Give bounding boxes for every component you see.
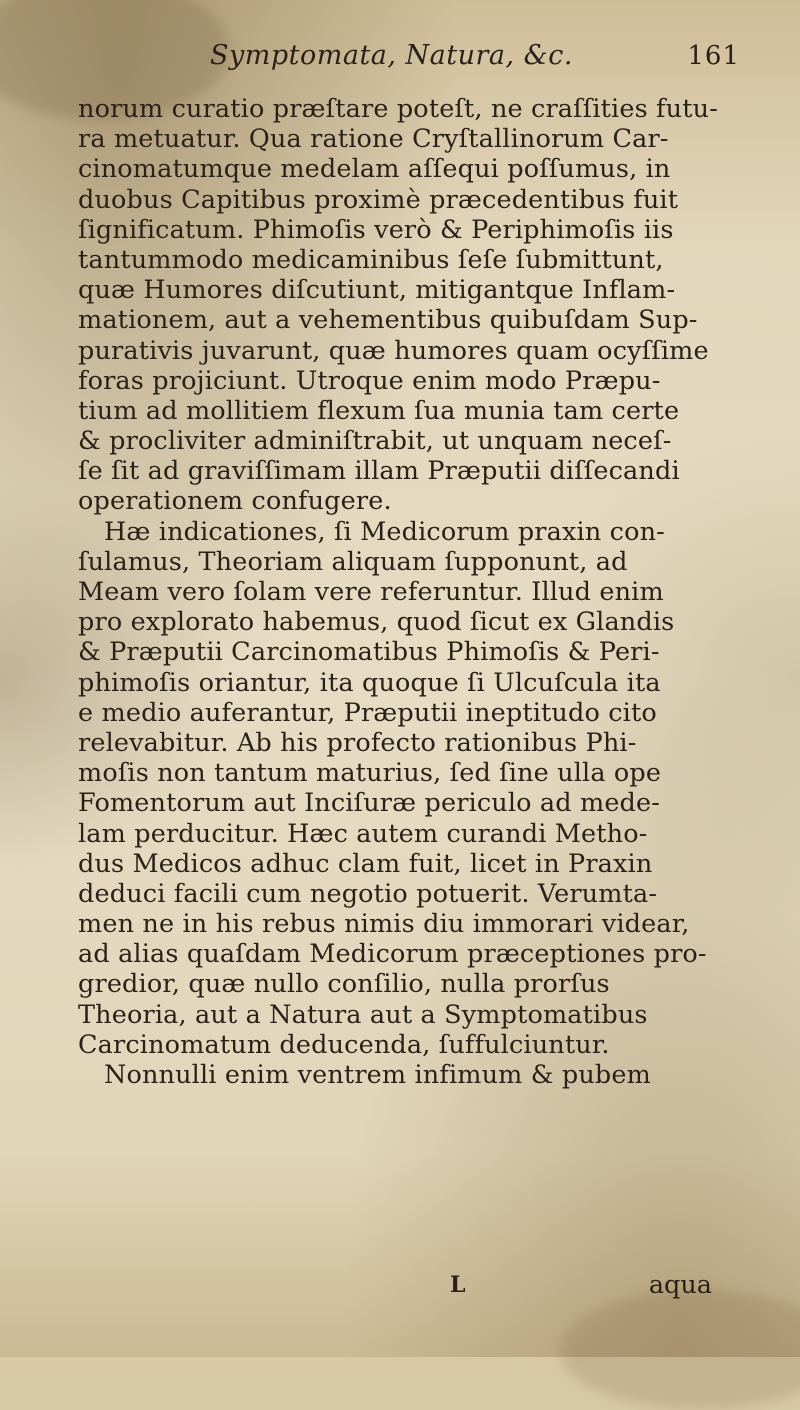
signature-mark: L (450, 1272, 466, 1298)
text-line: men ne in his rebus nimis diu immorari videar, (78, 909, 690, 940)
text-line: tantummodo medicaminibus ſeſe ſubmittunt, (78, 244, 664, 275)
text-line: Nonnulli enim ventrem infimum & pubem (104, 1060, 651, 1090)
page-number: 161 (687, 41, 740, 71)
text-line: Carcinomatum deducenda, ſuffulciuntur. (78, 1029, 610, 1060)
text-line: Theoria, aut a Natura aut a Symptomatibus (78, 999, 648, 1030)
text-line: operationem confugere. (78, 486, 392, 517)
text-line: & procliviter adminiſtrabit, ut unquam neceſ- (78, 426, 672, 457)
text-line: dus Medicos adhuc clam fuit, licet in Praxin (78, 848, 653, 879)
body-text (78, 94, 758, 1090)
text-line: Meam vero ſolam vere referuntur. Illud enim (78, 577, 664, 607)
text-line: quæ Humores diſcutiunt, mitigantque Inflam- (78, 275, 676, 306)
catchword: aqua (648, 1270, 712, 1300)
text-line: lam perducitur. Hæc autem curandi Metho- (78, 818, 648, 849)
text-line: foras projiciunt. Utroque enim modo Præpu- (78, 365, 661, 396)
text-line: mationem, aut a vehementibus quibuſdam Sup- (78, 305, 698, 336)
text-line: ad alias quaſdam Medicorum præceptiones pro- (78, 939, 707, 970)
text-line: ra metuatur. Qua ratione Cryſtallinorum Car- (78, 124, 669, 155)
text-line: cinomatumque medelam aſſequi poſſumus, in (78, 154, 671, 185)
running-head-title: Symptomata, Natura, &c. (210, 40, 573, 71)
text-line: ſignificatum. Phimoſis verò & Periphimoſis iis (78, 214, 674, 245)
text-line: purativis juvarunt, quæ humores quam ocyſſime (78, 335, 709, 366)
text-line: Fomentorum aut Inciſuræ periculo ad mede- (78, 788, 661, 819)
text-line: e medio auferantur, Præputii ineptitudo cito (78, 697, 657, 728)
text-line: phimoſis oriantur, ita quoque ſi Ulcuſcula ita (78, 667, 661, 698)
text-line: ſe ſit ad graviſſimam illam Præputii diſſecandi (78, 456, 680, 487)
text-line: norum curatio præſtare poteſt, ne craſſities futu- (78, 94, 718, 124)
text-line: ſulamus, Theoriam aliquam ſupponunt, ad (78, 546, 628, 577)
text-line: duobus Capitibus proximè præcedentibus fuit (78, 184, 679, 215)
text-line: deduci facili cum negotio potuerit. Verumta- (78, 878, 658, 909)
running-head (210, 40, 740, 80)
text-line: gredior, quæ nullo conſilio, nulla prorſus (78, 969, 610, 1000)
text-line: pro explorato habemus, quod ſicut ex Glandis (78, 607, 675, 638)
text-line: relevabitur. Ab his profecto rationibus Phi- (78, 727, 637, 758)
text-line: & Præputii Carcinomatibus Phimoſis & Peri- (78, 637, 660, 668)
text-line: moſis non tantum maturius, ſed ſine ulla ope (78, 758, 662, 789)
text-line: tium ad mollitiem flexum ſua munia tam certe (78, 395, 680, 426)
text-line: Hæ indicationes, ſi Medicorum praxin con- (104, 516, 665, 547)
page-stain (560, 1290, 800, 1410)
